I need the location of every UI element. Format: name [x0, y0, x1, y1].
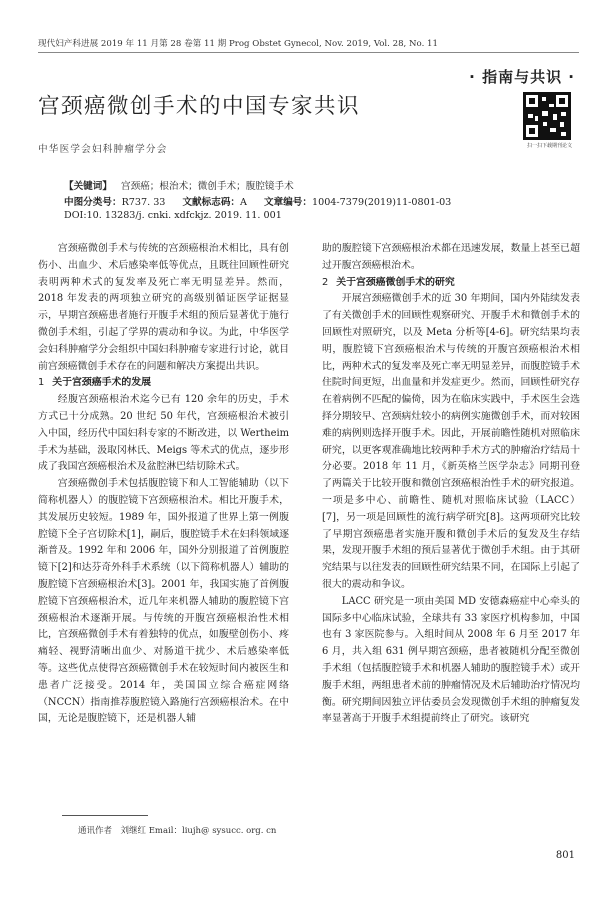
section-2-title: 关于宫颈癌微创手术的研究 — [336, 276, 455, 288]
article-title: 宫颈癌微创手术的中国专家共识 — [38, 94, 361, 119]
section-tag: · 指南与共识 · — [469, 68, 575, 86]
section-1-title: 关于宫颈癌手术的发展 — [52, 377, 152, 389]
section-1-number: 1 — [38, 377, 45, 389]
section-2-paragraph-2: LACC 研究是一项由美国 MD 安德森癌症中心牵头的国际多中心临床试验，全球共有 33 家医疗机构参加，中国也有 3 家医院参与。入组时间从 2008 年 6 月至 2017 年 6 月，共入组 631 例早期宫颈癌，患者被随机分配至微创手术组（包括腹腔镜手术和机器人辅助的腹腔镜手术）或开腹手术组，两组患者术前的肿瘤情况及术后辅助治疗情况均衡。研究期间因独立评估委员会发现微创手术组的肿瘤复发率显著高于开腹手术组提前终止了研究。该研究 — [322, 595, 580, 725]
right-column — [322, 241, 580, 728]
intro-paragraph: 宫颈癌微创手术与传统的宫颈癌根治术相比，具有创伤小、出血少、术后感染率低等优点，且既往回顾性研究表明两种术式的复发率及死亡率无明显差异。然而，2018 年发表的两项独立研究的高级别循证医学证据显示，早期宫颈癌患者施行开腹手术组的预后显著优于施行微创手术组，引起了学界的震动和争议。为此，中华医学会妇科肿瘤学分会组织中国妇科肿瘤专家进行讨论，就目前宫颈癌微创手术存在的问题和解决方案提出共识。 — [38, 243, 289, 372]
doi-line: DOI:10. 13283/j. cnki. xdfckjz. 2019. 11. 001 — [64, 210, 282, 221]
keywords-text: 宫颈癌；根治术；微创手术；腹腔镜手术 — [121, 181, 294, 192]
clc-label: 中图分类号： — [64, 197, 122, 208]
section-1-heading — [38, 375, 289, 392]
section-2-paragraph-1: 开展宫颈癌微创手术的近 30 年期间，国内外陆续发表了有关微创手术的回顾性观察研究、开腹手术和微创手术的回顾性对照研究，以及 Meta 分析等[4-6]。研究结果均表明，腹腔镜下宫颈癌根治术与传统的开腹宫颈癌根治术相比，两种术式的复发率及死亡率无明显差异，而腹腔镜手术住院时间更短，出血量和并发症更少。然而，回顾性研究存在着病例不匹配的偏倚，因为在临床实践中，手术医生会选择分期较早、宫颈病灶较小的病例实施微创手术，而对较困难的病例则选择开腹手术。因此，开展前瞻性随机对照临床研究，以更客观准确地比较两种手术方式的肿瘤治疗结局十分必要。2018 年 11 月，《新英格兰医学杂志》同期刊登了两篇关于比较开腹和微创宫颈癌根治性手术的研究报道。一项是多中心、前瞻性、随机对照临床试验（LACC）[7]，另一项是回顾性的流行病学研究[8]。这两项研究比较了早期宫颈癌患者实施开腹和微创手术后的复发及生存结果，发现开腹手术组的预后显著优于微创手术组。由于其研究结果与以往发表的回顾性研究结果不同，在国际上引起了很大的震动和争议。 — [322, 293, 580, 590]
footnote-rule — [62, 815, 148, 816]
left-column — [38, 241, 289, 728]
keywords-label: 【关键词】 — [64, 181, 112, 192]
doc-code-label: 文献标志码： — [182, 197, 241, 208]
article-no-value: 1004-7379(2019)11-0801-03 — [312, 197, 452, 208]
section-2-number: 2 — [322, 276, 329, 288]
keywords-line — [64, 178, 294, 192]
clc-value: R737. 33 — [121, 197, 166, 208]
section-1-paragraph-2: 宫颈癌微创手术包括腹腔镜下和人工智能辅助（以下简称机器人）的腹腔镜下宫颈癌根治术。相比开腹手术，其发展历史较短。1989 年，国外报道了世界上第一例腹腔镜下全子宫切除术[1]，嗣后，腹腔镜手术在妇科领域逐渐普及。1992 年和 2006 年，国外分别报道了首例腹腔镜下[2]和达芬奇外科手术系统（以下简称机器人）辅助的腹腔镜下宫颈癌根治术[3]。2001 年，我国实施了首例腹腔镜下宫颈癌根治术，近几年来机器人辅助的腹腔镜下宫颈癌根治术逐渐开展。与传统的开腹宫颈癌根治性术相比，宫颈癌微创手术有着独特的优点，如腹壁创伤小、疼痛轻、视野清晰出血少、对肠道干扰少、术后感染率低等。这些优点使得宫颈癌微创手术在较短时间内被医生和患者广泛接受。2014 年，美国国立综合癌症网络（NCCN）指南推荐腹腔镜入路施行宫颈癌根治术。在中国，无论是腹腔镜下，还是机器人辅 — [38, 478, 289, 725]
doc-code-value: A — [240, 197, 247, 208]
classification-line — [64, 194, 451, 208]
running-header: 现代妇产科进展 2019 年 11 月第 28 卷第 11 期 Prog Obstet Gynecol, Nov. 2019, Vol. 28, No. 11 — [38, 37, 579, 53]
section-2-heading — [322, 275, 580, 292]
article-no-label: 文章编号： — [264, 197, 312, 208]
corresponding-author-footnote: 通讯作者 刘继红 Email：liujh@ sysucc. org. cn — [78, 826, 277, 836]
section-1-paragraph-1: 经腹宫颈癌根治术迄今已有 120 余年的历史，手术方式已十分成熟。20 世纪 50 年代，宫颈癌根治术被引入中国，经历代中国妇科专家的不断改进，以 Wertheim 手术为基础，汲取冈林氏、Meigs 等术式的优点，逐步形成了我国宫颈癌根治术及盆腔淋巴结切除术式。 — [38, 394, 289, 473]
qr-caption: 扫一扫下载期刊论文 — [526, 143, 572, 149]
qr-code — [523, 92, 571, 140]
author-line: 中华医学会妇科肿瘤学分会 — [38, 144, 168, 155]
page-number: 801 — [555, 850, 575, 861]
continued-paragraph: 助的腹腔镜下宫颈癌根治术都在迅速发展，数量上甚至已超过开腹宫颈癌根治术。 — [322, 243, 580, 271]
